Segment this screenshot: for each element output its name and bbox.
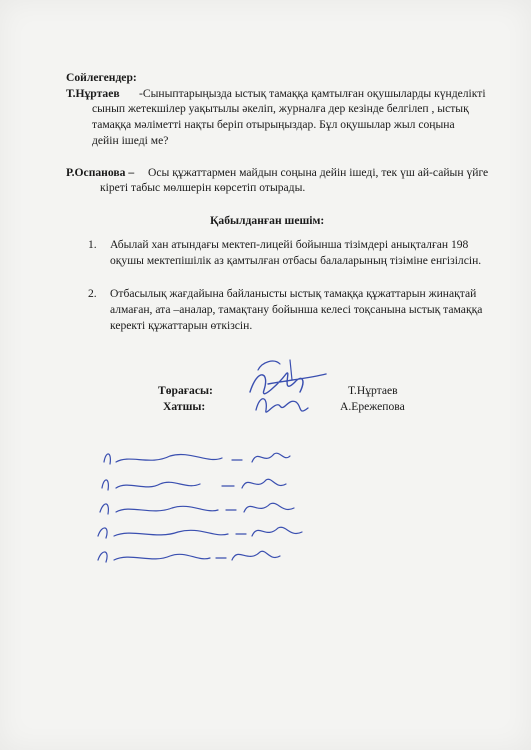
decision-item-1-number: 1. (88, 238, 97, 251)
decision-heading: Қабылданған шешім: (210, 214, 325, 227)
secretary-name: А.Ережепова (340, 400, 405, 413)
speaker-1-name: Т.Нұртаев (66, 87, 120, 100)
handwritten-signature-list (90, 440, 310, 580)
speakers-heading: Сойлегендер: (66, 71, 137, 84)
speaker-1-line-2: сынып жетекшілер уақытылы әкеліп, журналға дер кезінде белгілеп , ыстық (92, 102, 469, 115)
decision-item-2-number: 2. (88, 287, 97, 300)
decision-item-2-line-2: алмаған, ата –аналар, тамақтану бойынша келесі тоқсанына ыстық тамаққа (110, 303, 483, 316)
secretary-signature (252, 388, 312, 422)
decision-item-2-line-1: Отбасылық жағдайына байланысты ыстық тамаққа құжаттарын жинақтай (110, 287, 477, 300)
speaker-1-line-4: дейін ішеді ме? (92, 134, 169, 147)
decision-item-1-line-2: оқушы мектепішілік аз қамтылған отбасы балаларының тізіміне енгізілсін. (110, 254, 482, 267)
speaker-2-name: Р.Оспанова – (66, 166, 135, 179)
speaker-2-line-1: Осы құжаттармен майдын соңына дейін ішеді, тек үш ай-сайын үйге (148, 166, 489, 179)
speaker-1-line-1: -Сыныптарыңызда ыстық тамаққа қамтылған оқушыларды күнделікті (139, 87, 486, 100)
chair-label: Төрағасы: (158, 384, 213, 397)
secretary-label: Хатшы: (163, 400, 206, 413)
speaker-2-line-2: кіреті табыс мөлшерін көрсетіп отырады. (100, 181, 306, 194)
speaker-1-line-3: тамаққа мәліметті нақты беріп отырыңыздар. Бұл оқушылар жыл соңына (92, 118, 455, 131)
decision-item-1-line-1: Абылай хан атындағы мектеп-лицейі бойынша тізімдері анықталған 198 (110, 238, 469, 251)
decision-item-2-line-3: керекті құжаттарын өткізсін. (110, 319, 253, 332)
chair-name: Т.Нұртаев (348, 384, 398, 397)
